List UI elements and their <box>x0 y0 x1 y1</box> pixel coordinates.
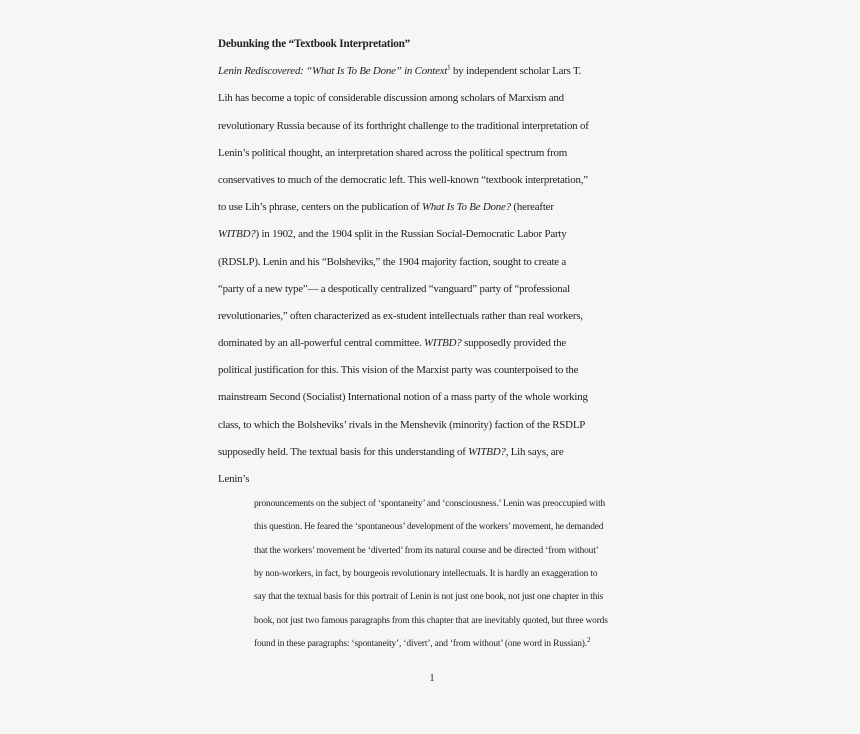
text-segment: ) in 1902, and the 1904 split in the Russian Social-Democratic Labor Party <box>255 228 567 241</box>
text-line <box>254 493 658 516</box>
text-segment: “party of a new type”— a despotically centralized “vanguard” party of “professional <box>218 282 571 295</box>
text-segment: Lih has become a topic of considerable discussion among scholars of Marxism and <box>218 92 564 105</box>
text-segment: Lenin Rediscovered: “What Is To Be Done” in Context <box>218 65 448 78</box>
text-segment: found in these paragraphs: ‘spontaneity’, ‘divert’, and ‘from without’ (one word in Russian). <box>254 638 587 649</box>
text-segment: (RDSLP). Lenin and his “Bolsheviks,” the 1904 majority faction, sought to create a <box>218 255 567 268</box>
text-segment: conservatives to much of the democratic left. This well-known “textbook interpretation,” <box>218 173 588 186</box>
text-line <box>254 610 658 633</box>
text-segment: that the workers’ movement be ‘diverted’ from its natural course and be directed ‘from without’ <box>254 545 599 556</box>
text-segment: supposedly held. The textual basis for this understanding of <box>218 445 469 458</box>
text-segment: book, not just two famous paragraphs from this chapter that are inevitably quoted, but three words <box>254 615 608 626</box>
page-number: 1 <box>429 673 435 685</box>
footnote-marker: 2 <box>586 635 591 644</box>
text-segment: mainstream Second (Socialist) International notion of a mass party of the whole working <box>218 391 588 404</box>
text-segment: WITBD? <box>468 445 506 458</box>
document-title: Debunking the “Textbook Interpretation” <box>218 38 411 50</box>
text-line <box>218 85 658 112</box>
document-content <box>218 31 658 689</box>
text-segment: (hereafter <box>510 201 554 214</box>
text-line <box>254 633 658 656</box>
text-segment: by non-workers, in fact, by bourgeois revolutionary intellectuals. It is hardly an exaggeration to <box>254 569 598 580</box>
text-segment: pronouncements on the subject of ‘spontaneity’ and ‘consciousness.’ Lenin was preoccupied with <box>254 499 606 510</box>
text-segment: say that the textual basis for this portrait of Lenin is not just one book, not just one chapter in this <box>254 592 604 603</box>
text-line <box>218 412 658 439</box>
text-segment: WITBD? <box>218 228 256 241</box>
text-line <box>218 303 658 330</box>
text-segment: revolutionaries,” often characterized as ex-student intellectuals rather than real workers, <box>218 309 583 322</box>
text-line <box>218 249 658 276</box>
text-segment: revolutionary Russia because of its forthright challenge to the traditional interpretation of <box>218 119 589 132</box>
text-segment: class, to which the Bolsheviks’ rivals in the Menshevik (minority) faction of the RSDLP <box>218 418 586 431</box>
text-line <box>218 357 658 384</box>
text-segment: , Lih says, are <box>505 445 564 458</box>
text-line <box>218 140 658 167</box>
paragraph <box>218 58 658 493</box>
text-segment: What Is To Be Done? <box>421 201 511 214</box>
text-line <box>218 384 658 411</box>
text-segment: Lenin’s <box>218 473 250 485</box>
footnote-marker: 1 <box>447 63 451 72</box>
text-segment: by independent scholar Lars T. <box>450 65 582 78</box>
text-line <box>218 466 658 493</box>
text-line <box>254 586 658 609</box>
text-line <box>254 563 658 586</box>
text-segment: Lenin’s political thought, an interpretation shared across the political spectrum from <box>218 146 568 159</box>
text-segment: to use Lih’s phrase, centers on the publication of <box>218 201 422 214</box>
text-line <box>218 439 658 466</box>
text-line <box>218 167 658 194</box>
text-segment: WITBD? <box>424 337 462 350</box>
text-segment: supposedly provided the <box>461 337 566 350</box>
text-line <box>218 194 658 221</box>
text-line <box>218 330 658 357</box>
text-line <box>254 540 658 563</box>
text-segment: political justification for this. This vision of the Marxist party was counterpoised to the <box>218 364 579 377</box>
text-segment: this question. He feared the ‘spontaneous’ development of the workers’ movement, he demanded <box>254 522 604 533</box>
text-line <box>218 58 658 85</box>
text-line <box>254 516 658 539</box>
text-segment: dominated by an all-powerful central committee. <box>218 337 425 350</box>
text-line <box>218 221 658 248</box>
block-quote <box>254 493 658 656</box>
text-line <box>218 113 658 140</box>
text-line <box>218 276 658 303</box>
